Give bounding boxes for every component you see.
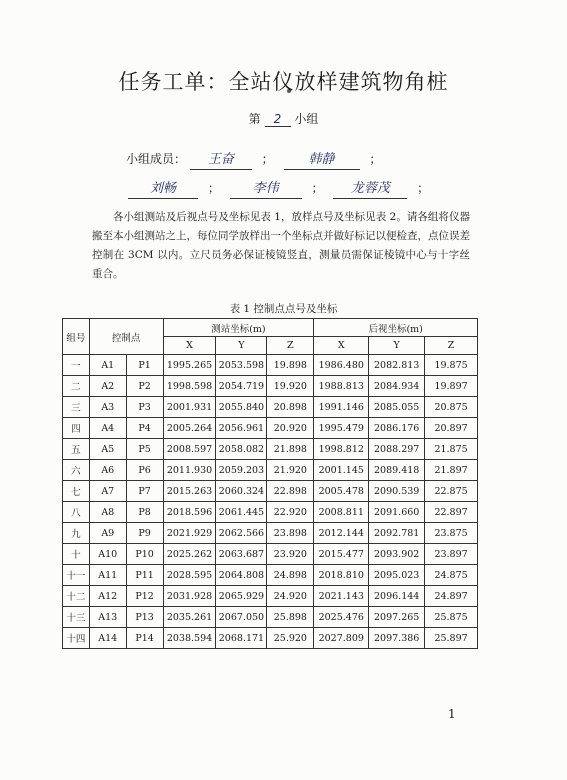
backsight-z-cell: 24.875 [425,565,478,586]
backsight-y-cell: 2082.813 [369,355,425,376]
header-station: 测站坐标(m) [163,319,314,337]
group-number-cell: 六 [63,460,90,481]
station-x-cell: 2001.931 [163,397,216,418]
backsight-z-cell: 20.897 [425,418,478,439]
backsight-x-cell: 2018.810 [314,565,369,586]
group-number-cell: 十四 [63,628,90,649]
station-y-cell: 2068.171 [216,628,267,649]
station-x-cell: 2011.930 [163,460,216,481]
backsight-z-cell: 19.875 [425,355,478,376]
group-number-cell: 七 [63,481,90,502]
member-name: 王奋 [190,152,252,170]
instructions-paragraph: 各小组测站及后视点号及坐标见表 1，放样点号及坐标见表 2。请各组将仪器搬至本小组测站之上，每位同学放样出一个坐标点并做好标记以便检查，点位误差控制在 3CM 以内。立尺员务必保证棱镜竖直，测量员需保证棱镜中心与十字丝重合。 [92,211,470,280]
separator: ； [207,181,220,195]
station-x-cell: 2005.264 [163,418,216,439]
member-name: 刘畅 [128,181,198,199]
backsight-z-cell: 20.875 [425,397,478,418]
station-x-cell: 1998.598 [163,376,216,397]
backsight-y-cell: 2092.781 [369,523,425,544]
backsight-z-cell: 21.875 [425,439,478,460]
station-z-cell: 19.898 [267,355,314,376]
table-row [63,523,478,544]
table-row [63,544,478,565]
station-y-cell: 2058.082 [216,439,267,460]
backsight-x-cell: 2005.478 [314,481,369,502]
separator: ； [261,152,274,166]
table-header-row [63,319,478,337]
header-z: Z [267,337,314,355]
backsight-y-cell: 2095.023 [369,565,425,586]
backsight-z-cell: 19.897 [425,376,478,397]
backsight-y-cell: 2086.176 [369,418,425,439]
backsight-x-cell: 2008.811 [314,502,369,523]
header-x: X [314,337,369,355]
backsight-x-cell: 2021.143 [314,586,369,607]
backsight-z-cell: 23.875 [425,523,478,544]
table-row [63,586,478,607]
table-row [63,439,478,460]
members-label: 小组成员： [126,152,187,166]
group-number-cell: 十一 [63,565,90,586]
table-row [63,460,478,481]
station-y-cell: 2059.203 [216,460,267,481]
backsight-point-cell: P13 [126,607,163,628]
table-row [63,481,478,502]
backsight-x-cell: 2015.477 [314,544,369,565]
station-y-cell: 2053.598 [216,355,267,376]
backsight-z-cell: 25.875 [425,607,478,628]
backsight-point-cell: P3 [126,397,163,418]
station-x-cell: 2008.597 [163,439,216,460]
backsight-y-cell: 2085.055 [369,397,425,418]
group-number-cell: 三 [63,397,90,418]
members-row-2 [128,179,435,199]
station-y-cell: 2062.566 [216,523,267,544]
backsight-z-cell: 22.875 [425,481,478,502]
backsight-point-cell: P11 [126,565,163,586]
header-x: X [163,337,216,355]
station-y-cell: 2065.929 [216,586,267,607]
station-y-cell: 2064.808 [216,565,267,586]
backsight-x-cell: 1998.812 [314,439,369,460]
member-name: 李伟 [230,181,302,199]
station-z-cell: 23.898 [267,523,314,544]
group-number-cell: 五 [63,439,90,460]
station-z-cell: 25.898 [267,607,314,628]
station-point-cell: A1 [89,355,126,376]
backsight-x-cell: 2025.476 [314,607,369,628]
station-x-cell: 2038.594 [163,628,216,649]
station-z-cell: 22.898 [267,481,314,502]
group-number-cell: 二 [63,376,90,397]
page-number: 1 [448,707,456,721]
backsight-point-cell: P8 [126,502,163,523]
station-y-cell: 2055.840 [216,397,267,418]
backsight-y-cell: 2090.539 [369,481,425,502]
station-point-cell: A12 [89,586,126,607]
backsight-point-cell: P5 [126,439,163,460]
backsight-x-cell: 1991.146 [314,397,369,418]
station-point-cell: A13 [89,607,126,628]
separator: ； [417,181,430,195]
station-y-cell: 2067.050 [216,607,267,628]
group-line [0,110,567,127]
page-title: 任务工单：全站仪放样建筑物角桩 [118,70,449,94]
group-number-cell: 一 [63,355,90,376]
backsight-x-cell: 1995.479 [314,418,369,439]
header-control-point: 控制点 [89,319,163,355]
group-number-cell: 十三 [63,607,90,628]
group-number-cell: 四 [63,418,90,439]
backsight-y-cell: 2091.660 [369,502,425,523]
station-y-cell: 2054.719 [216,376,267,397]
station-point-cell: A7 [89,481,126,502]
group-number-cell: 十二 [63,586,90,607]
separator: ； [369,152,382,166]
group-number: 2 [265,112,291,127]
table-row [63,397,478,418]
station-z-cell: 25.920 [267,628,314,649]
header-y: Y [369,337,425,355]
backsight-x-cell: 2012.144 [314,523,369,544]
station-x-cell: 2018.596 [163,502,216,523]
group-suffix: 小组 [294,112,319,126]
backsight-point-cell: P2 [126,376,163,397]
header-y: Y [216,337,267,355]
station-z-cell: 23.920 [267,544,314,565]
backsight-x-cell: 2001.145 [314,460,369,481]
station-point-cell: A4 [89,418,126,439]
station-point-cell: A3 [89,397,126,418]
group-number-cell: 九 [63,523,90,544]
member-name: 韩静 [284,152,360,170]
station-z-cell: 21.920 [267,460,314,481]
station-x-cell: 2031.928 [163,586,216,607]
backsight-x-cell: 1988.813 [314,376,369,397]
station-point-cell: A11 [89,565,126,586]
station-point-cell: A8 [89,502,126,523]
backsight-point-cell: P7 [126,481,163,502]
backsight-y-cell: 2093.902 [369,544,425,565]
station-z-cell: 20.898 [267,397,314,418]
station-point-cell: A10 [89,544,126,565]
station-x-cell: 2021.929 [163,523,216,544]
table-row [63,628,478,649]
control-point-table [62,318,478,649]
table-row [63,502,478,523]
station-z-cell: 22.920 [267,502,314,523]
table-body [63,355,478,649]
backsight-point-cell: P1 [126,355,163,376]
backsight-z-cell: 21.897 [425,460,478,481]
station-x-cell: 1995.265 [163,355,216,376]
table-row [63,355,478,376]
header-z: Z [425,337,478,355]
station-z-cell: 24.898 [267,565,314,586]
backsight-x-cell: 1986.480 [314,355,369,376]
backsight-x-cell: 2027.809 [314,628,369,649]
separator: ； [311,181,324,195]
station-x-cell: 2035.261 [163,607,216,628]
station-point-cell: A14 [89,628,126,649]
station-z-cell: 19.920 [267,376,314,397]
table-row [63,607,478,628]
backsight-y-cell: 2097.386 [369,628,425,649]
station-z-cell: 21.898 [267,439,314,460]
station-x-cell: 2015.263 [163,481,216,502]
station-point-cell: A6 [89,460,126,481]
header-group: 组号 [63,319,90,355]
station-x-cell: 2025.262 [163,544,216,565]
backsight-y-cell: 2089.418 [369,460,425,481]
members-row-1 [126,150,387,170]
table-row [63,376,478,397]
backsight-point-cell: P9 [126,523,163,544]
group-number-cell: 十 [63,544,90,565]
table-row [63,418,478,439]
station-y-cell: 2060.324 [216,481,267,502]
station-z-cell: 20.920 [267,418,314,439]
station-y-cell: 2056.961 [216,418,267,439]
backsight-z-cell: 25.897 [425,628,478,649]
station-point-cell: A5 [89,439,126,460]
backsight-z-cell: 22.897 [425,502,478,523]
table-row [63,565,478,586]
header-backsight: 后视坐标(m) [314,319,478,337]
station-x-cell: 2028.595 [163,565,216,586]
backsight-z-cell: 23.897 [425,544,478,565]
backsight-point-cell: P6 [126,460,163,481]
backsight-point-cell: P10 [126,544,163,565]
backsight-point-cell: P4 [126,418,163,439]
table-caption: 表 1 控制点点号及坐标 [229,303,338,315]
member-name: 龙蓉茂 [333,181,407,199]
backsight-y-cell: 2088.297 [369,439,425,460]
station-point-cell: A2 [89,376,126,397]
group-prefix: 第 [248,112,261,126]
station-y-cell: 2063.687 [216,544,267,565]
group-number-cell: 八 [63,502,90,523]
station-z-cell: 24.920 [267,586,314,607]
backsight-y-cell: 2084.934 [369,376,425,397]
backsight-z-cell: 24.897 [425,586,478,607]
backsight-point-cell: P14 [126,628,163,649]
backsight-point-cell: P12 [126,586,163,607]
station-y-cell: 2061.445 [216,502,267,523]
backsight-y-cell: 2097.265 [369,607,425,628]
backsight-y-cell: 2096.144 [369,586,425,607]
station-point-cell: A9 [89,523,126,544]
